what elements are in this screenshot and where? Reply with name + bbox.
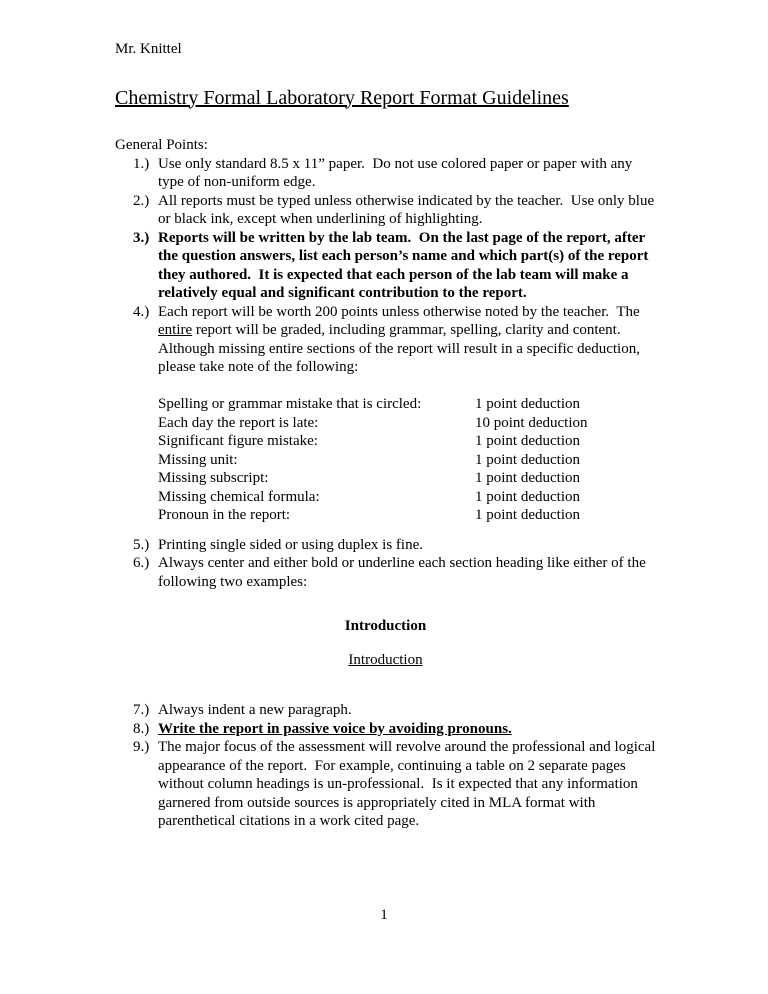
deduction-value: 1 point deduction xyxy=(475,451,580,468)
point-item-1 xyxy=(115,155,656,192)
point-number: 4.) xyxy=(133,303,150,320)
deduction-value: 1 point deduction xyxy=(475,470,580,486)
point-item-4 xyxy=(115,303,656,377)
deduction-row xyxy=(158,488,656,507)
header-author: Mr. Knittel xyxy=(115,41,182,57)
point-number: 6.) xyxy=(133,555,150,571)
example-heading-bold: Introduction xyxy=(344,618,427,634)
point-item-5 xyxy=(115,536,656,555)
point-text-underlined-word: entire xyxy=(158,322,193,338)
general-points-list xyxy=(115,155,660,831)
deduction-row xyxy=(158,506,656,525)
document-title: Chemistry Formal Laboratory Report Format Guidelines xyxy=(115,86,569,109)
deduction-row xyxy=(158,451,656,470)
deduction-row xyxy=(158,432,656,451)
point-text: Printing single sided or using duplex is fine. xyxy=(158,536,423,553)
point-text: Reports will be written by the lab team. On the last page of the report, after the question answers, list each person’s name and which part(s) of the report they authored. It is expected that each person of the lab team will make a relatively equal and significant contribution to the report. xyxy=(158,229,653,301)
point-item-6 xyxy=(115,554,656,591)
deduction-label: Each day the report is late: xyxy=(158,414,319,431)
point-item-8 xyxy=(115,720,656,739)
deduction-value: 10 point deduction xyxy=(475,414,588,431)
point-number: 1.) xyxy=(133,155,150,172)
point-text-segment: Each report will be worth 200 points unless otherwise noted by the teacher. The xyxy=(158,303,644,320)
deduction-value: 1 point deduction xyxy=(475,488,580,505)
example-heading-underlined-text: Introduction xyxy=(348,651,423,668)
point-item-3 xyxy=(115,229,656,303)
deduction-row xyxy=(158,414,656,433)
deduction-label: Pronoun in the report: xyxy=(158,507,291,523)
page-number: 1 xyxy=(380,906,388,923)
deduction-label: Missing chemical formula: xyxy=(158,488,320,505)
point-text: The major focus of the assessment will revolve around the professional and logical appearance of the report. For example, continuing a table on 2 separate pages without column headings is un-professional. Is it expected that any information garnered from outside sources is appropriately cited in MLA format with parenthetical citations in a work cited page. xyxy=(158,739,660,829)
deduction-label: Spelling or grammar mistake that is circled: xyxy=(158,396,422,412)
point-number: 2.) xyxy=(133,192,150,209)
point-item-7 xyxy=(115,701,656,720)
deduction-label: Missing subscript: xyxy=(158,470,269,486)
deduction-row xyxy=(158,469,656,488)
section-label: General Points: xyxy=(115,137,208,153)
point-number: 8.) xyxy=(133,720,150,737)
point-number: 3.) xyxy=(133,229,150,246)
point-text-segment: report will be graded, including grammar, spelling, clarity and content. Although missing entire sections of the report will result in a specific deduction, please take note of the following: xyxy=(158,322,644,375)
point-text: Always indent a new paragraph. xyxy=(158,702,352,718)
point-number: 7.) xyxy=(133,702,150,718)
point-item-9 xyxy=(115,738,660,831)
point-text: Always center and either bold or underline each section heading like either of the following two examples: xyxy=(158,555,650,590)
point-text: Write the report in passive voice by avoiding pronouns. xyxy=(158,720,512,737)
deduction-value: 1 point deduction xyxy=(475,507,580,523)
point-item-2 xyxy=(115,192,656,229)
point-text: All reports must be typed unless otherwise indicated by the teacher. Use only blue or black ink, except when underlining of highlighting. xyxy=(158,192,658,227)
point-number: 9.) xyxy=(133,739,150,755)
point-text: Use only standard 8.5 x 11” paper. Do not use colored paper or paper with any type of non-uniform edge. xyxy=(158,155,637,190)
point-number: 5.) xyxy=(133,536,150,553)
deduction-label: Missing unit: xyxy=(158,451,238,468)
deduction-table xyxy=(158,395,656,525)
deduction-value: 1 point deduction xyxy=(475,396,580,412)
deduction-label: Significant figure mistake: xyxy=(158,433,318,449)
point-text xyxy=(158,303,656,377)
example-heading-underlined xyxy=(115,651,656,670)
deduction-value: 1 point deduction xyxy=(475,433,580,449)
deduction-row xyxy=(158,395,656,414)
